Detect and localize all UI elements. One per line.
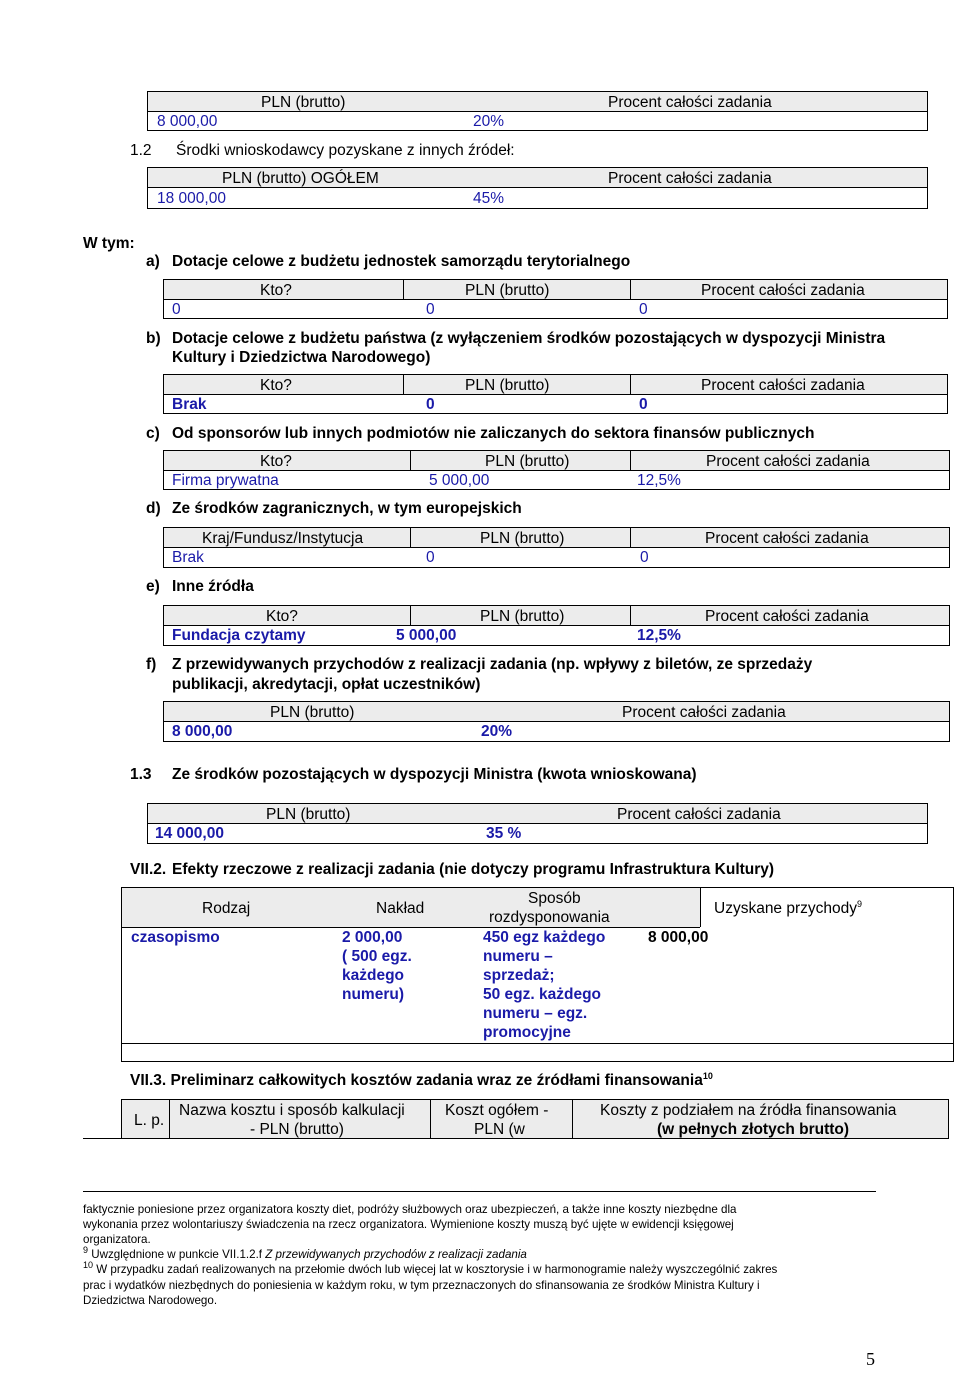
value-sposob-1: 450 egz każdego: [483, 929, 606, 946]
value-percent: 45%: [473, 190, 505, 207]
header-koszt-2: PLN (w: [474, 1121, 525, 1138]
footnote-line-6: Dziedzictwa Narodowego.: [83, 1294, 218, 1307]
item-b-label: b): [146, 330, 161, 347]
item-e-label: e): [146, 578, 160, 595]
item-e-title: Inne źródła: [172, 578, 254, 595]
footnote-line-3: organizatora.: [83, 1233, 151, 1246]
item-f-label: f): [146, 656, 157, 673]
table-top-1: [147, 91, 928, 131]
footnote-9: $^9$ Uwzględnione w punkcie VII.1.2.f Z przewidywanych przychodów z realizacji zadania: [83, 1245, 527, 1261]
value-sposob-3: sprzedaż;: [483, 967, 555, 984]
section-1-3-number: 1.3: [130, 766, 152, 783]
value-sposob-6: promocyjne: [483, 1024, 571, 1041]
header-percent: Procent całości zadania: [701, 282, 865, 299]
header-koszt-1: Koszt ogółem -: [445, 1102, 549, 1119]
value-naklad-2: ( 500 egz.: [342, 948, 412, 965]
item-a-title: Dotacje celowe z budżetu jednostek samorządu terytorialnego: [172, 253, 631, 270]
header-lp: L. p.: [134, 1112, 165, 1129]
header-percent: Procent całości zadania: [705, 608, 869, 625]
item-c-title: Od sponsorów lub innych podmiotów nie zaliczanych do sektora finansów publicznych: [172, 425, 815, 442]
header-percent: Procent całości zadania: [706, 453, 870, 470]
value-percent: 35 %: [486, 825, 522, 842]
value-percent: 0: [640, 549, 649, 566]
table-vii-2: [121, 887, 954, 1062]
value-pln: 14 000,00: [155, 825, 224, 842]
header-percent: Procent całości zadania: [705, 530, 869, 547]
value-pln: 0: [426, 549, 435, 566]
header-sposob-1: Sposób: [528, 890, 581, 907]
table-vii-3: [121, 1099, 949, 1139]
header-nazwa-2: - PLN (brutto): [250, 1121, 344, 1138]
table-c: [163, 450, 950, 490]
table-b: [163, 374, 948, 414]
table-bottom-rule: [83, 1138, 123, 1139]
value-kto: Brak: [172, 396, 207, 413]
header-pln: PLN (brutto): [261, 94, 346, 111]
value-naklad-1: 2 000,00: [342, 929, 403, 946]
item-a-label: a): [146, 253, 160, 270]
section-vii-2-number: VII.2.: [130, 861, 167, 878]
item-c-label: c): [146, 425, 160, 442]
value-przychody: 8 000,00: [648, 929, 709, 946]
value-naklad-4: numeru): [342, 986, 404, 1003]
value-kto: Brak: [172, 549, 204, 566]
footnote-line-1: faktycznie poniesione przez organizatora koszty diet, podróży służbowych oraz ubezpieczeń, a także inne koszty niezbędne dla: [83, 1203, 737, 1216]
header-sposob-2: rozdysponowania: [489, 909, 610, 926]
header-pln: PLN (brutto): [465, 282, 550, 299]
value-pln: 0: [426, 396, 435, 413]
value-rodzaj: czasopismo: [131, 929, 220, 946]
header-kto: Kto?: [266, 608, 298, 625]
footnote-line-2: wykonania przez wolontariuszy świadczenia na rzecz organizatora. Wymienione koszty muszą być ujęte w ewidencji księgowej: [83, 1218, 734, 1231]
header-pln: PLN (brutto): [270, 704, 355, 721]
table-top-2: [147, 167, 928, 209]
section-number: 1.2: [130, 142, 152, 159]
item-b-title-line1: Dotacje celowe z budżetu państwa (z wyłączeniem środków pozostających w dyspozycji Ministra: [172, 330, 886, 347]
value-pln: 5 000,00: [396, 627, 457, 644]
value-percent: 12,5%: [637, 627, 681, 644]
header-percent: Procent całości zadania: [608, 94, 772, 111]
value-pln: 18 000,00: [157, 190, 226, 207]
value-percent: 20%: [481, 723, 513, 740]
header-pln: PLN (brutto): [485, 453, 570, 470]
value-pln: 5 000,00: [429, 472, 490, 489]
header-rodzaj: Rodzaj: [202, 900, 251, 917]
header-kto: Kto?: [260, 377, 292, 394]
header-nazwa-1: Nazwa kosztu i sposób kalkulacji: [179, 1102, 405, 1119]
w-tym-label: W tym:: [83, 235, 135, 252]
value-percent: 20%: [473, 113, 505, 130]
header-kto: Kraj/Fundusz/Instytucja: [202, 530, 364, 547]
table-f: [163, 701, 950, 742]
header-kto: Kto?: [260, 453, 292, 470]
table-d: [163, 527, 950, 568]
header-podzial-2: (w pełnych złotych brutto): [657, 1121, 850, 1138]
item-f-title-line1: Z przewidywanych przychodów z realizacji zadania (np. wpływy z biletów, ze sprzedaży: [172, 656, 813, 673]
value-sposob-4: 50 egz. każdego: [483, 986, 602, 1003]
item-d-title: Ze środków zagranicznych, w tym europejskich: [172, 500, 522, 517]
item-b-title-line2: Kultury i Dziedzictwa Narodowego): [172, 349, 431, 366]
value-kto: 0: [172, 301, 181, 318]
header-percent: Procent całości zadania: [622, 704, 786, 721]
header-pln: PLN (brutto): [480, 608, 565, 625]
value-kto: Firma prywatna: [172, 472, 279, 489]
header-pln: PLN (brutto): [465, 377, 550, 394]
header-percent: Procent całości zadania: [608, 170, 772, 187]
value-pln: 0: [426, 301, 435, 318]
header-pln: PLN (brutto) OGÓŁEM: [222, 170, 379, 187]
table-e: [163, 605, 950, 646]
item-f-title-line2: publikacji, akredytacji, opłat uczestników): [172, 676, 481, 693]
header-percent: Procent całości zadania: [701, 377, 865, 394]
value-pln: 8 000,00: [157, 113, 218, 130]
section-vii-2-title: Efekty rzeczowe z realizacji zadania (nie dotyczy programu Infrastruktura Kultury): [172, 861, 775, 878]
section-title: Środki wnioskodawcy pozyskane z innych źródeł:: [176, 142, 515, 159]
value-percent: 0: [639, 396, 648, 413]
table-a: [163, 279, 948, 319]
header-przychody: Uzyskane przychody$^9$: [714, 898, 863, 917]
footnote-divider: [83, 1191, 876, 1192]
value-sposob-5: numeru – egz.: [483, 1005, 588, 1022]
table-1-3: [147, 803, 928, 844]
value-sposob-2: numeru –: [483, 948, 553, 965]
section-1-3-title: Ze środków pozostających w dyspozycji Ministra (kwota wnioskowana): [172, 766, 697, 783]
header-kto: Kto?: [260, 282, 292, 299]
table-header: [148, 804, 927, 824]
value-pln: 8 000,00: [172, 723, 233, 740]
value-percent: 12,5%: [637, 472, 681, 489]
header-percent: Procent całości zadania: [617, 806, 781, 823]
header-pln: PLN (brutto): [266, 806, 351, 823]
footnote-10: $^{10}$ W przypadku zadań realizowanych na przełomie dwóch lub więcej lat w kosztorysie i w harmonogramie należy wyszczególnić zakres: [83, 1260, 778, 1276]
value-percent: 0: [639, 301, 648, 318]
page-number: 5: [866, 1349, 875, 1369]
item-d-label: d): [146, 500, 161, 517]
header-naklad: Nakład: [376, 900, 425, 917]
section-vii-3-heading: VII.3. Preliminarz całkowitych kosztów zadania wraz ze źródłami finansowania$^{10}$: [130, 1070, 713, 1089]
value-naklad-3: każdego: [342, 967, 405, 984]
header-pln: PLN (brutto): [480, 530, 565, 547]
header-podzial-1: Koszty z podziałem na źródła finansowania: [600, 1102, 897, 1119]
value-kto: Fundacja czytamy: [172, 627, 306, 644]
footnote-line-5: prac i wydatków niezbędnych do poniesienia w każdym roku, w tym przeznaczonych do sfinansowania ze środków Ministra Kultury i: [83, 1279, 760, 1292]
